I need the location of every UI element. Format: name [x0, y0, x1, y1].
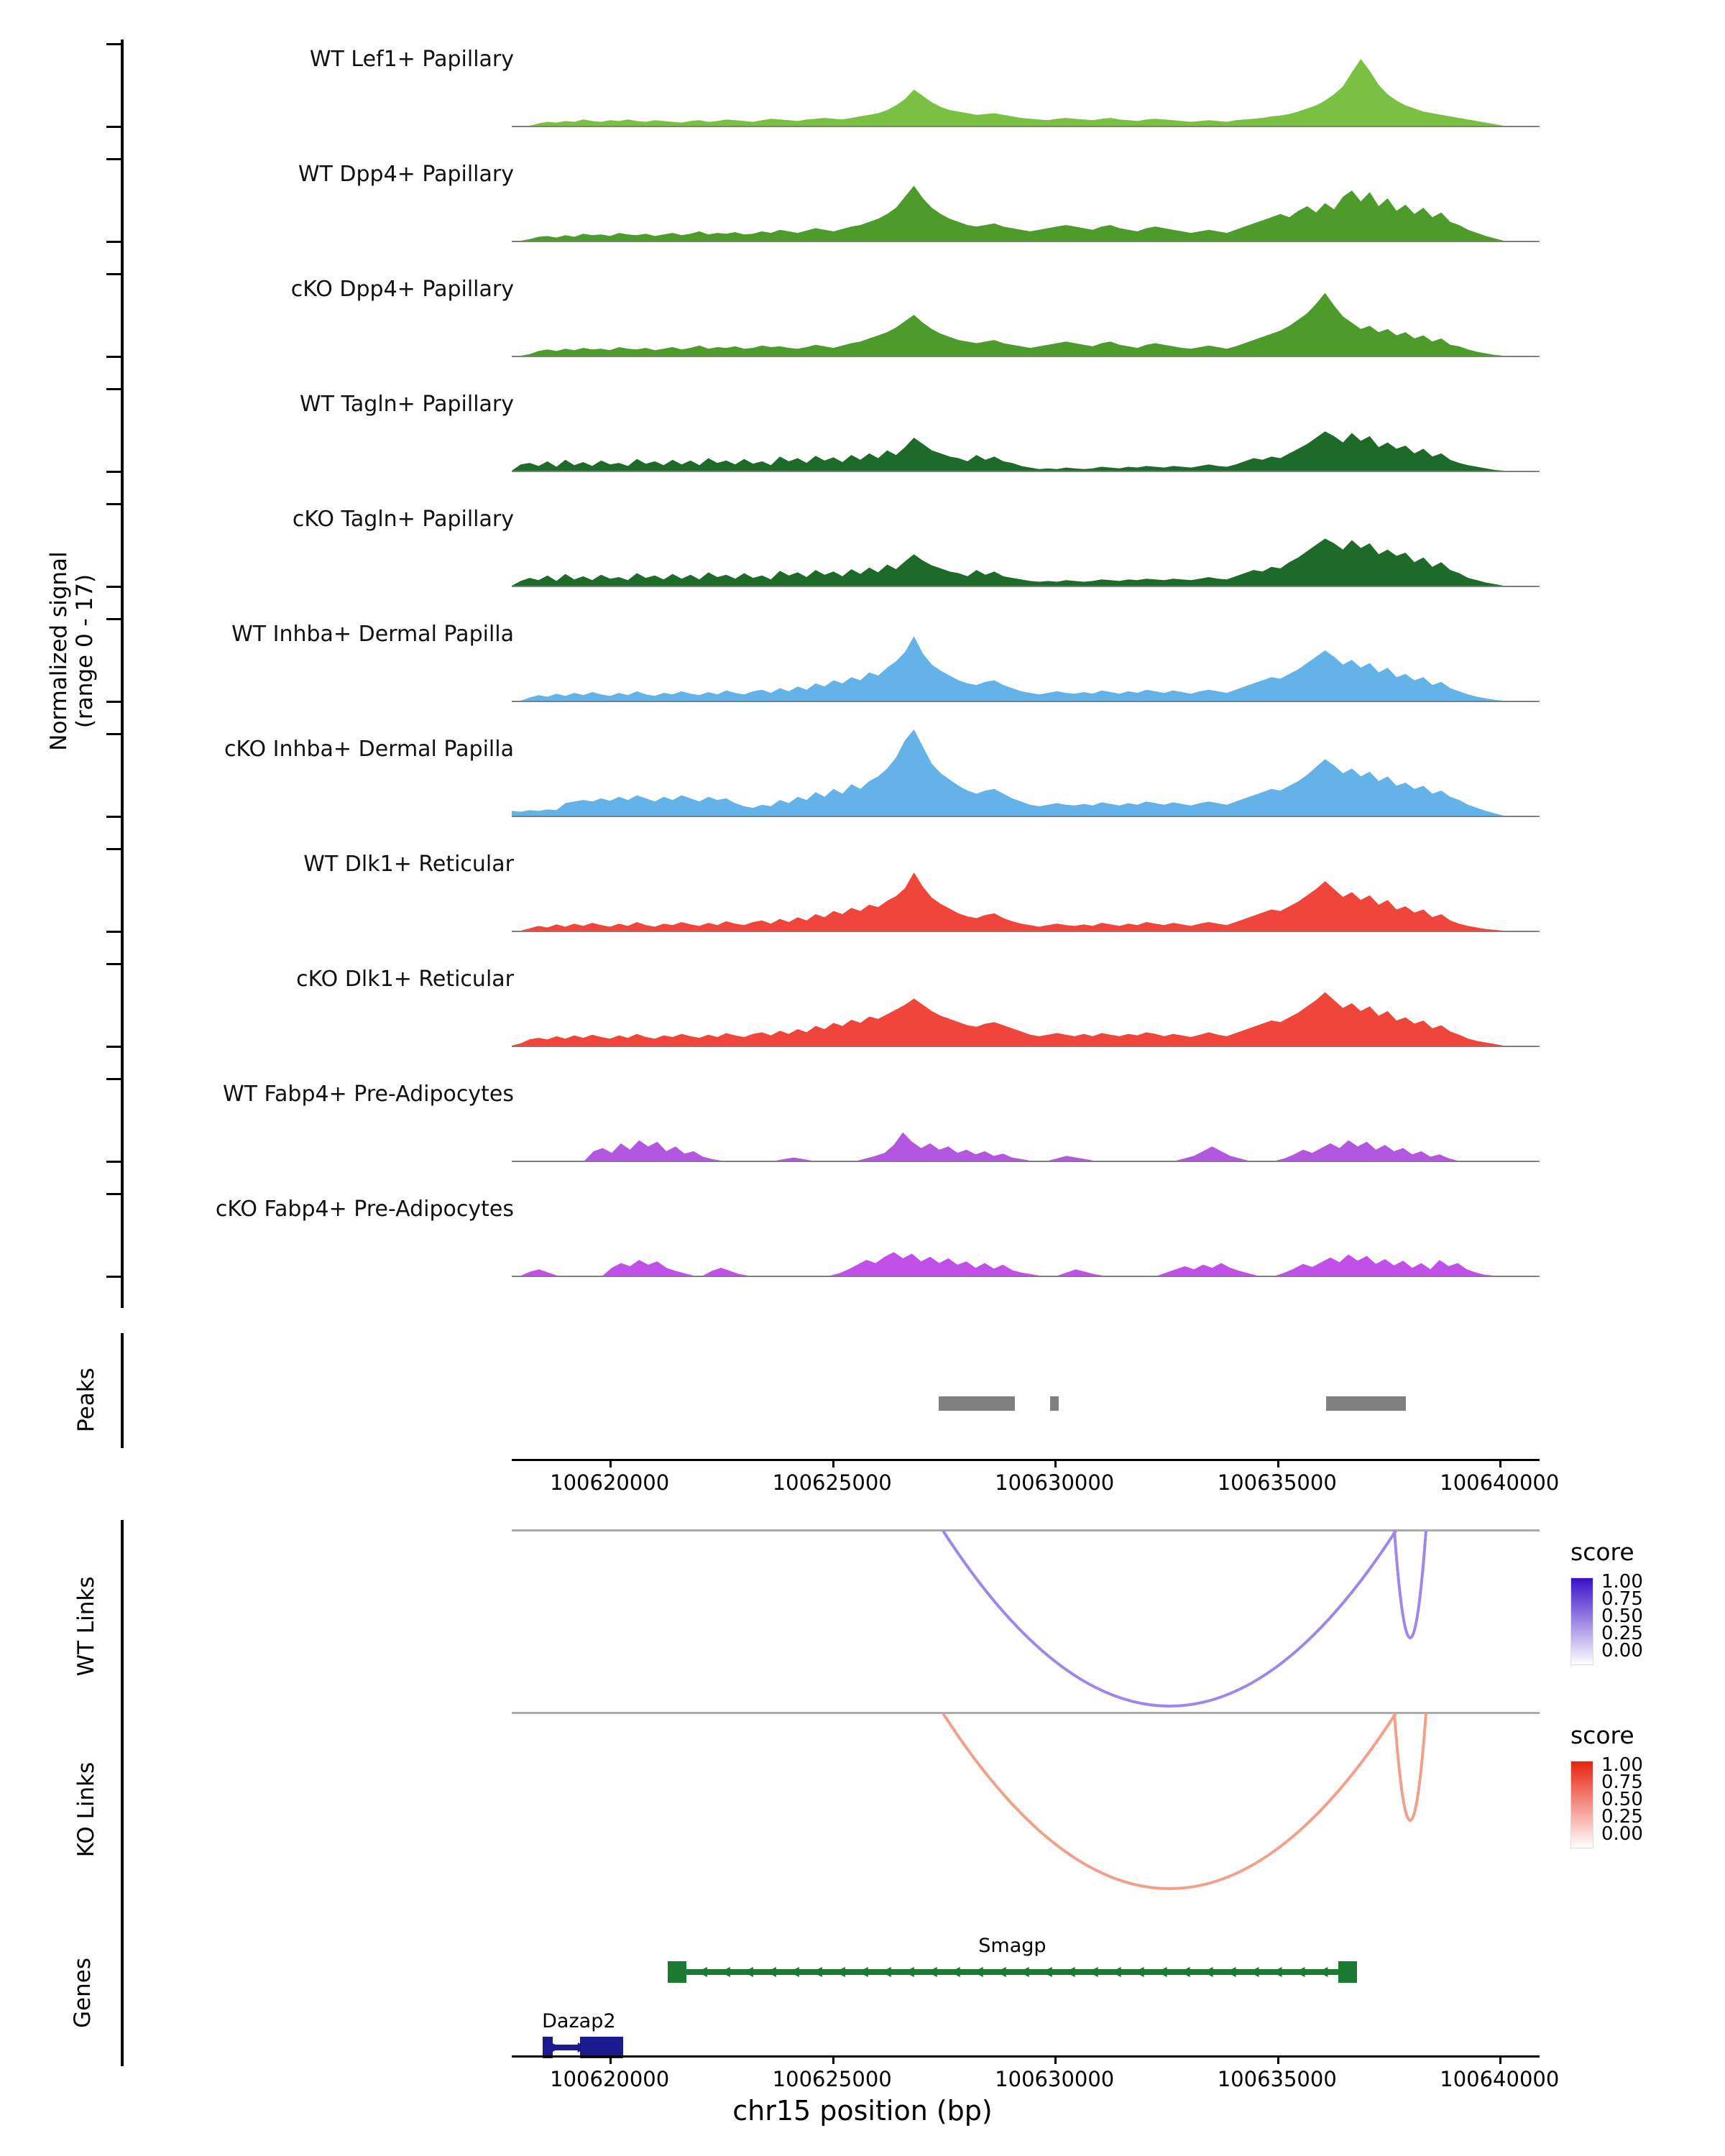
- axis-tick-label: 100620000: [550, 1470, 670, 1495]
- gene-label: Dazap2: [542, 2010, 616, 2032]
- axis-tick: [1277, 1459, 1279, 1468]
- axis-tick-label: 100630000: [995, 1470, 1115, 1495]
- coverage-track: [0, 729, 1725, 830]
- track-signal-area: [512, 384, 1540, 471]
- track-label: WT Tagln+ Papillary: [300, 392, 514, 417]
- y-axis-label-line2: (range 0 - 17): [72, 573, 98, 729]
- track-label: cKO Dlk1+ Reticular: [296, 967, 514, 992]
- track-signal-area: [512, 959, 1540, 1046]
- peak-region: [1326, 1396, 1406, 1411]
- track-baseline: [512, 1046, 1540, 1047]
- axis-tick-label: 100635000: [1217, 1470, 1337, 1495]
- track-baseline: [512, 701, 1540, 702]
- axis-tick-label: 100625000: [772, 1470, 892, 1495]
- genes-track: [0, 1890, 1725, 2070]
- track-label: cKO Fabp4+ Pre-Adipocytes: [215, 1197, 514, 1222]
- wt-links-section-label: WT Links: [73, 1576, 99, 1677]
- axis-tick: [1054, 2055, 1057, 2064]
- x-axis-top: [0, 1459, 1725, 1516]
- axis-tick-label: 100640000: [1440, 2067, 1560, 2091]
- track-label: WT Dlk1+ Reticular: [303, 852, 514, 877]
- track-signal-area: [512, 499, 1540, 586]
- gene-strand-arrows: [668, 1961, 1358, 1983]
- peak-region: [939, 1396, 1014, 1411]
- track-signal-area: [512, 844, 1540, 931]
- axis-tick: [1277, 2055, 1279, 2064]
- wt-links-legend-title: score: [1570, 1538, 1634, 1566]
- track-label: WT Dpp4+ Papillary: [298, 162, 514, 187]
- ko-links-arcs: [512, 1712, 1540, 1913]
- track-label: cKO Inhba+ Dermal Papilla: [224, 737, 514, 762]
- track-baseline: [512, 356, 1540, 357]
- track-baseline: [512, 586, 1540, 587]
- wt-links-arcs: [512, 1529, 1540, 1731]
- wt-links-spine: [121, 1520, 124, 1728]
- track-signal-area: [512, 614, 1540, 701]
- axis-tick-label: 100640000: [1440, 1470, 1560, 1495]
- wt-links-legend-ticks: 1.00 0.75 0.50 0.25 0.00: [1601, 1571, 1643, 1662]
- track-baseline: [512, 1161, 1540, 1162]
- coverage-track: [0, 959, 1725, 1060]
- track-baseline: [512, 471, 1540, 472]
- track-baseline: [512, 816, 1540, 817]
- coverage-track: [0, 1189, 1725, 1290]
- axis-tick: [1499, 2055, 1501, 2064]
- track-signal-area: [512, 155, 1540, 241]
- track-label: cKO Dpp4+ Papillary: [290, 277, 514, 302]
- track-signal-area: [512, 1189, 1540, 1276]
- track-baseline: [512, 931, 1540, 932]
- coverage-track: [0, 614, 1725, 715]
- peak-region: [1050, 1396, 1059, 1411]
- axis-tick: [610, 1459, 612, 1468]
- axis-tick: [610, 2055, 612, 2064]
- wt-links-legend: [1570, 1538, 1634, 1570]
- ko-links-legend: [1570, 1721, 1634, 1754]
- track-label: cKO Tagln+ Papillary: [292, 507, 514, 532]
- axis-line: [512, 2055, 1540, 2058]
- coverage-track: [0, 499, 1725, 600]
- coverage-track: [0, 1074, 1725, 1175]
- coverage-track: [0, 384, 1725, 485]
- track-baseline: [512, 241, 1540, 242]
- track-label: WT Inhba+ Dermal Papilla: [231, 622, 514, 647]
- axis-tick: [1499, 1459, 1501, 1468]
- track-baseline: [512, 1276, 1540, 1277]
- axis-tick: [832, 2055, 834, 2064]
- track-signal-area: [512, 1074, 1540, 1161]
- axis-tick-label: 100620000: [550, 2067, 670, 2091]
- track-signal-area: [512, 270, 1540, 356]
- genes-section-label: Genes: [70, 1958, 96, 2028]
- axis-tick-label: 100625000: [772, 2067, 892, 2091]
- axis-tick-label: 100635000: [1217, 2067, 1337, 2091]
- gene-label: Smagp: [978, 1935, 1046, 1957]
- axis-tick: [1054, 1459, 1057, 1468]
- axis-tick: [832, 1459, 834, 1468]
- wt-links-legend-colorbar: [1570, 1577, 1593, 1665]
- ko-links-legend-title: score: [1570, 1721, 1634, 1749]
- coverage-track: [0, 844, 1725, 945]
- ko-links-legend-colorbar: [1570, 1761, 1593, 1848]
- track-signal-area: [512, 40, 1540, 126]
- track-label: WT Lef1+ Papillary: [309, 47, 514, 72]
- ko-links-spine: [121, 1703, 124, 1912]
- peaks-section-label: Peaks: [73, 1368, 99, 1432]
- peaks-track: [0, 1333, 1725, 1455]
- axis-tick-label: 100630000: [995, 2067, 1115, 2091]
- y-axis-label-line1: Normalized signal: [46, 551, 72, 751]
- track-label: WT Fabp4+ Pre-Adipocytes: [223, 1082, 514, 1107]
- coverage-track: [0, 270, 1725, 370]
- track-signal-area: [512, 729, 1540, 816]
- axis-line: [512, 1459, 1540, 1461]
- coverage-track: [0, 40, 1725, 140]
- track-baseline: [512, 126, 1540, 127]
- ko-links-legend-ticks: 1.00 0.75 0.50 0.25 0.00: [1601, 1754, 1643, 1845]
- x-axis-title: chr15 position (bp): [732, 2095, 993, 2127]
- coverage-track: [0, 155, 1725, 255]
- ko-links-section-label: KO Links: [73, 1761, 99, 1858]
